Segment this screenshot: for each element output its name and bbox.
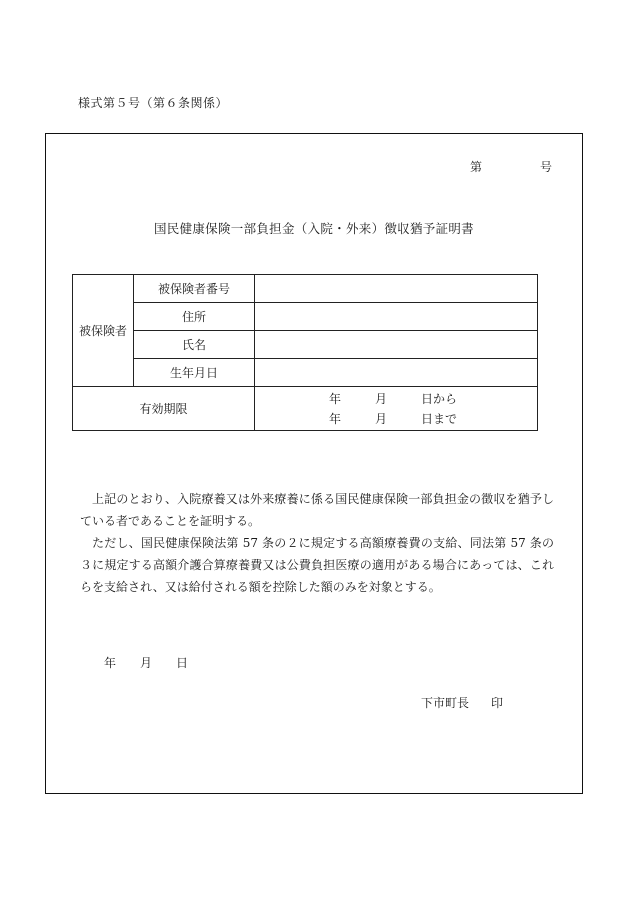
proviso-paragraph: ただし、国民健康保険法第 57 条の２に規定する高額療養費の支給、同法第 57 条の３に規定する高額介護合算療養費又は公費負担医療の適用がある場合にあっては、これらを支給され、又は給付される額を控除した額のみを対象とする。 [80,536,554,594]
period-to-month: 月 [375,411,388,426]
table-row [73,387,538,431]
insured-info-table [72,274,538,431]
certification-paragraph: 上記のとおり、入院療養又は外来療養に係る国民健康保険一部負担金の徴収を猶予している者であることを証明する。 [80,492,554,528]
number-prefix: 第 [470,160,483,174]
number-suffix: 号 [540,160,553,174]
table-row [73,331,538,359]
issue-date-year: 年 [104,656,117,670]
certification-text [80,488,554,598]
insured-group-label: 被保険者 [73,275,134,387]
period-to-year: 年 [329,411,342,426]
period-from-day: 日から [421,391,458,406]
period-from [255,389,537,409]
period-from-month: 月 [375,391,388,406]
issuer-name: 下市町長 [421,696,470,710]
address-label: 住所 [134,303,255,331]
period-to-day: 日まで [421,411,458,426]
name-field[interactable] [255,331,538,359]
insured-number-field[interactable] [255,275,538,303]
certificate-frame [45,133,583,794]
table-row [73,303,538,331]
seal-mark: 印 [491,696,504,710]
insured-number-label: 被保険者番号 [134,275,255,303]
name-label: 氏名 [134,331,255,359]
table-row [73,275,538,303]
table-row [73,359,538,387]
birthdate-field[interactable] [255,359,538,387]
issue-date-month: 月 [140,656,153,670]
address-field[interactable] [255,303,538,331]
issuer [421,694,503,711]
birthdate-label: 生年月日 [134,359,255,387]
period-to [255,409,537,429]
document-title: 国民健康保険一部負担金（入院・外来）徴収猶予証明書 [153,221,474,236]
validity-period-field[interactable] [255,387,538,431]
form-label: 様式第５号（第６条関係） [78,96,229,110]
validity-period-label: 有効期限 [73,387,255,431]
issue-date-day: 日 [176,656,189,670]
period-from-year: 年 [329,391,342,406]
